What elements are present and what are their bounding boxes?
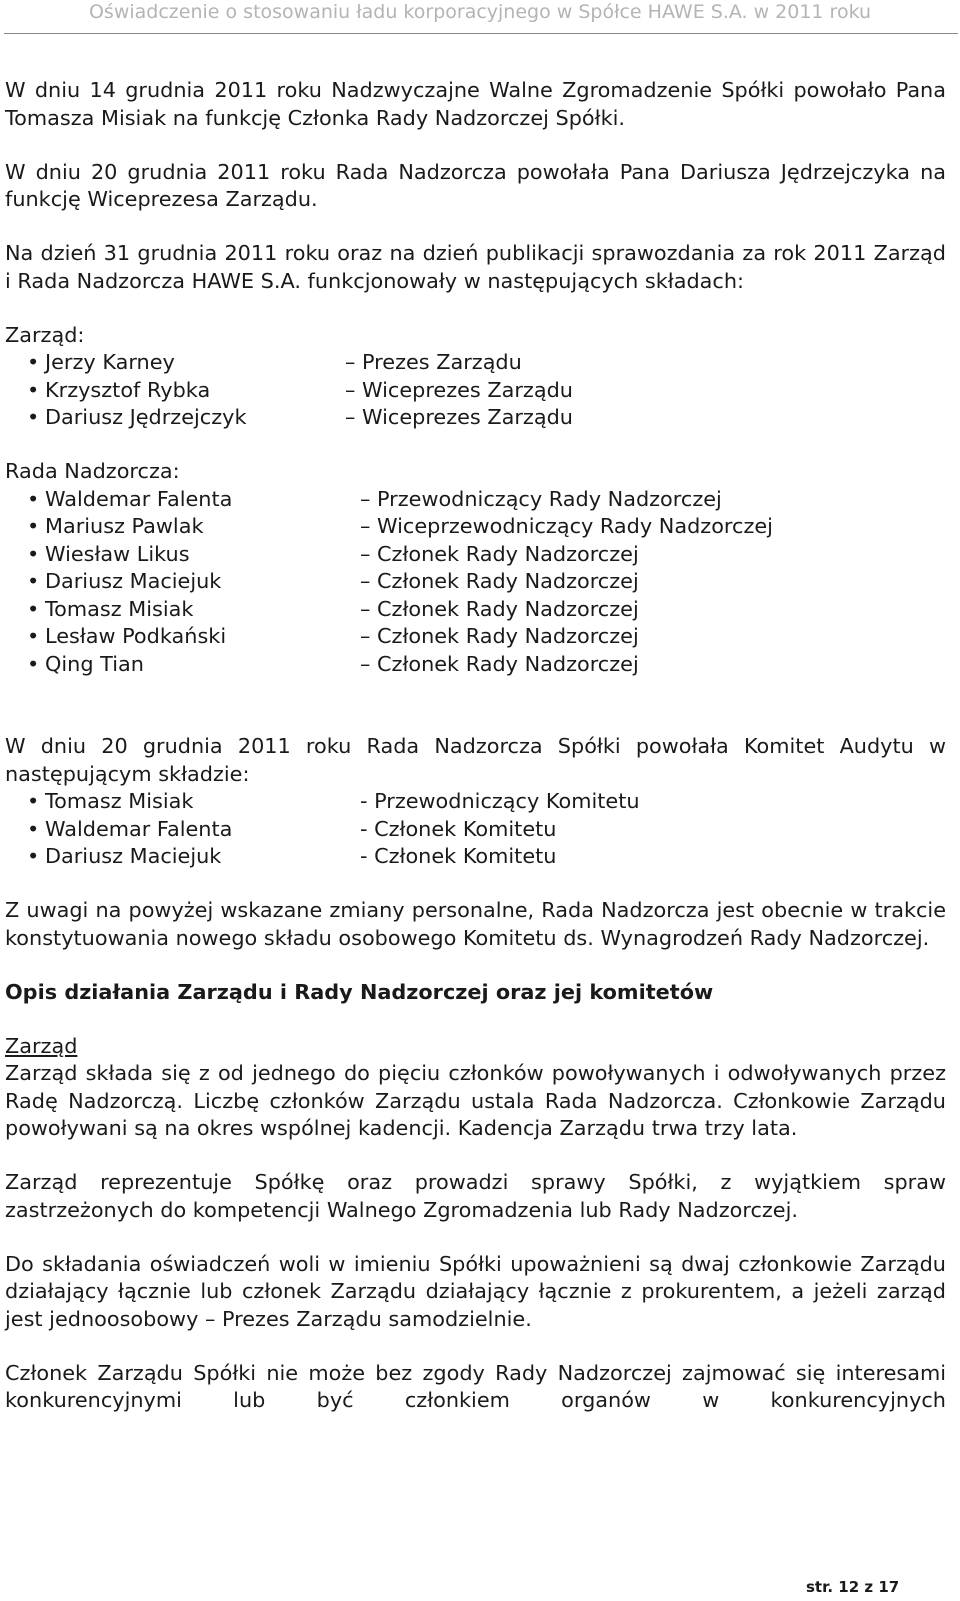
paragraph-declarations: Do składania oświadczeń woli w imieniu Spółki upoważnieni są dwaj członkowie Zarządu działający łącznie lub członek Zarządu działający łącznie z prokurentem, a jeżeli zarząd jest jednoosobowy – Prezes Zarządu samodzielnie. bbox=[5, 1251, 946, 1331]
section-heading: Opis działania Zarządu i Rady Nadzorczej oraz jej komitetów bbox=[5, 979, 714, 1004]
bullet-icon: • bbox=[27, 405, 40, 429]
list-item: • Jerzy Karney – Prezes Zarządu bbox=[5, 349, 946, 377]
bullet-icon: • bbox=[27, 377, 40, 402]
document-body bbox=[5, 77, 946, 1415]
paragraph-board-composition: Zarząd składa się z od jednego do pięciu członków powoływanych i odwoływanych przez Radę Nadzorczą. Liczbę członków Zarządu ustala Rada Nadzorcza. Członkowie Zarządu powoływani są na okres wspólnej kadencji. Kadencja Zarządu trwa trzy lata. bbox=[5, 1061, 946, 1140]
list-item: • Dariusz Maciejuk – Członek Rady Nadzorczej bbox=[5, 568, 946, 596]
paragraph-board-representation: Zarząd reprezentuje Spółkę oraz prowadzi sprawy Spółki, z wyjątkiem spraw zastrzeżonych do kompetencji Walnego Zgromadzenia lub Rady Nadzorczej. bbox=[5, 1170, 946, 1222]
paragraph-personnel-changes: Z uwagi na powyżej wskazane zmiany personalne, Rada Nadzorcza jest obecnie w trakcie konstytuowania nowego składu osobowego Komitetu ds. Wynagrodzeń Rady Nadzorczej. bbox=[5, 898, 946, 950]
bullet-icon: • bbox=[27, 816, 40, 841]
list-item: • Tomasz Misiak – Członek Rady Nadzorczej bbox=[5, 596, 946, 624]
page-number: str. 12 z 17 bbox=[806, 1578, 900, 1596]
supervisory-list bbox=[5, 486, 946, 679]
list-item: • Wiesław Likus – Członek Rady Nadzorczej bbox=[5, 541, 946, 569]
bullet-icon: • bbox=[27, 541, 40, 566]
board-list bbox=[5, 349, 946, 432]
paragraph-composition-intro: Na dzień 31 grudnia 2011 roku oraz na dzień publikacji sprawozdania za rok 2011 Zarząd i Rada Nadzorcza HAWE S.A. funkcjonowały w następujących składach: bbox=[5, 241, 946, 293]
list-item: • Krzysztof Rybka – Wiceprezes Zarządu bbox=[5, 377, 946, 405]
list-item: • Lesław Podkański – Członek Rady Nadzorczej bbox=[5, 623, 946, 651]
list-item: • Mariusz Pawlak – Wiceprzewodniczący Rady Nadzorczej bbox=[5, 513, 946, 541]
bullet-icon: • bbox=[27, 514, 40, 538]
subheading-zarzad: Zarząd bbox=[5, 1033, 78, 1058]
paragraph-audit-committee: W dniu 20 grudnia 2011 roku Rada Nadzorcza Spółki powołała Komitet Audytu w następującym składzie: bbox=[5, 734, 946, 786]
list-item: • Tomasz Misiak - Przewodniczący Komitetu bbox=[5, 788, 946, 816]
board-label: Zarząd: bbox=[5, 322, 85, 347]
bullet-icon: • bbox=[27, 350, 40, 374]
bullet-icon: • bbox=[27, 844, 40, 868]
supervisory-label: Rada Nadzorcza: bbox=[5, 459, 180, 483]
list-item: • Dariusz Maciejuk - Członek Komitetu bbox=[5, 843, 946, 871]
bullet-icon: • bbox=[27, 486, 40, 511]
bullet-icon: • bbox=[27, 596, 40, 621]
list-item: • Dariusz Jędrzejczyk – Wiceprezes Zarządu bbox=[5, 404, 946, 432]
list-item: • Qing Tian – Członek Rady Nadzorczej bbox=[5, 651, 946, 679]
list-item: • Waldemar Falenta - Członek Komitetu bbox=[5, 816, 946, 844]
bullet-icon: • bbox=[27, 624, 40, 648]
paragraph-competition: Członek Zarządu Spółki nie może bez zgody Rady Nadzorczej zajmować się interesami konkurencyjnymi lub być członkiem organów w konkurencyjnych bbox=[5, 1360, 946, 1412]
bullet-icon: • bbox=[27, 569, 40, 593]
bullet-icon: • bbox=[27, 651, 40, 676]
paragraph-misiak-appointment: W dniu 14 grudnia 2011 roku Nadzwyczajne Walne Zgromadzenie Spółki powołało Pana Tomasza Misiak na funkcję Członka Rady Nadzorczej Spółki. bbox=[5, 78, 946, 130]
header-divider bbox=[4, 33, 958, 34]
paragraph-jedrzejczyk-appointment: W dniu 20 grudnia 2011 roku Rada Nadzorcza powołała Pana Dariusza Jędrzejczyka na funkcję Wiceprezesa Zarządu. bbox=[5, 159, 946, 211]
audit-list bbox=[5, 788, 946, 871]
bullet-icon: • bbox=[27, 789, 40, 813]
page-header: Oświadczenie o stosowaniu ładu korporacyjnego w Spółce HAWE S.A. w 2011 roku bbox=[88, 1, 872, 23]
list-item: • Waldemar Falenta – Przewodniczący Rady Nadzorczej bbox=[5, 486, 946, 514]
